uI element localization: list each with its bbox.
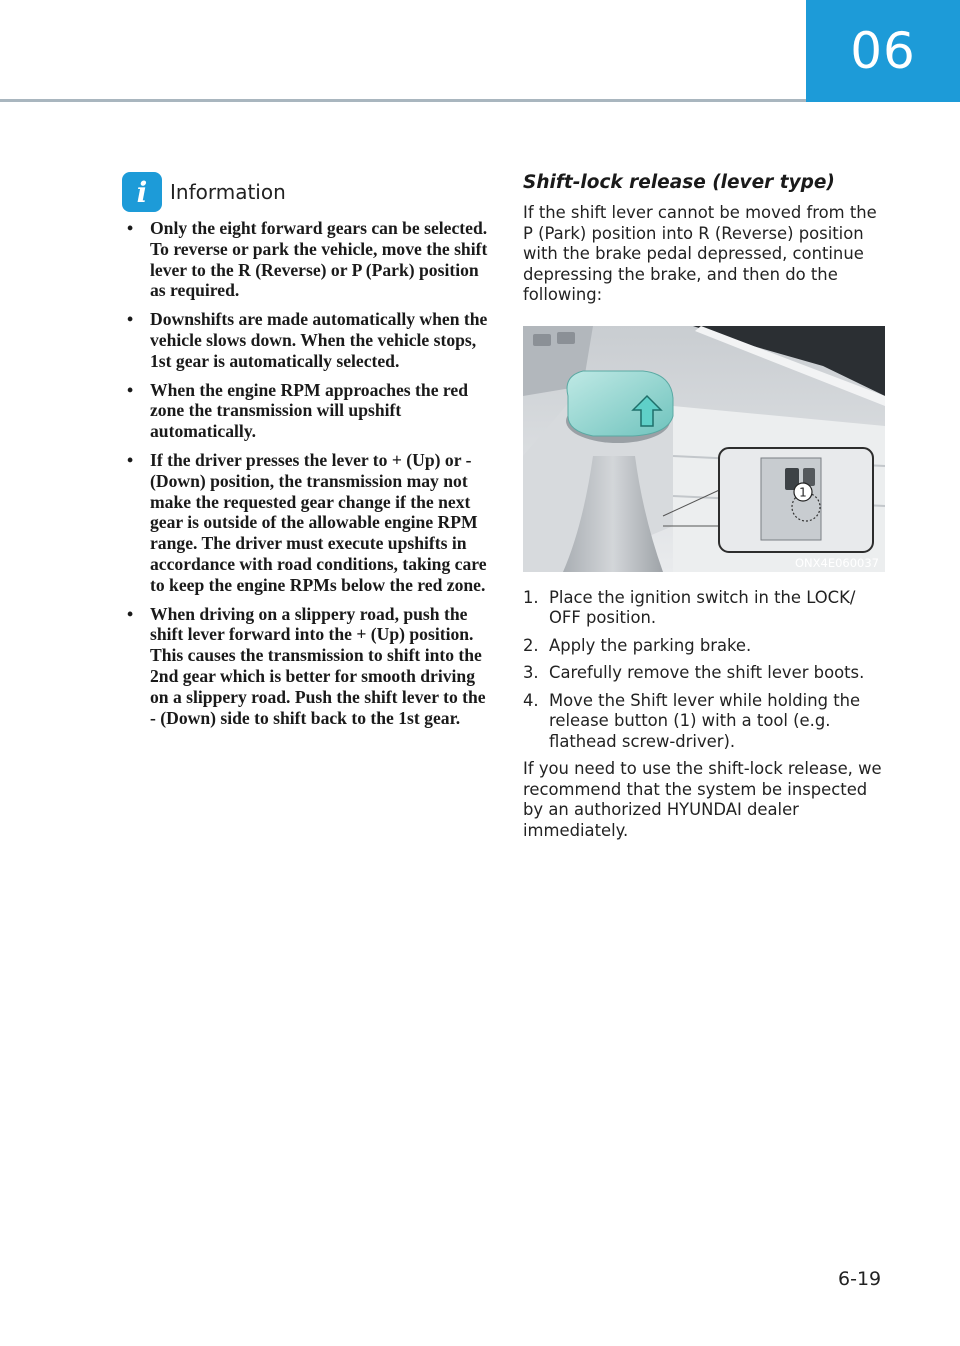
step-text: Place the ignition switch in the LOCK/ OFF position. [549, 587, 856, 627]
information-list [122, 218, 492, 728]
callout-label: 1 [799, 485, 807, 499]
figure-code: ONX4E060037 [794, 555, 879, 570]
steps-list [523, 588, 891, 753]
information-heading [122, 172, 492, 212]
step-text: Move the Shift lever while holding the release button (1) with a tool (e.g. flathead screw-driver). [549, 690, 861, 751]
info-bullet: • Only the eight forward gears can be selected. To reverse or park the vehicle, move the shift lever to the R (Reverse) or P (Park) position as required. [122, 218, 492, 301]
step-number: 4. [523, 690, 539, 710]
information-title: Information [170, 180, 286, 204]
info-bullet: • If the driver presses the lever to + (Up) or - (Down) position, the transmission may not make the requested gear change if the next gear is outside of the allowable engine RPM range. The driver must execute upshifts in accordance with road conditions, taking care to keep the engine RPMs below the red zone. [122, 450, 492, 596]
step-text: Carefully remove the shift lever boots. [549, 663, 865, 682]
chapter-tab: 06 [806, 0, 960, 102]
information-box [122, 172, 492, 736]
info-icon: i [122, 172, 162, 212]
info-bullet: • When driving on a slippery road, push the shift lever forward into the + (Up) position. This causes the transmission to shift into the 2nd gear which is better for smooth driving on a slippery road. Push the shift lever to the - (Down) side to shift back to the 1st gear. [122, 604, 492, 729]
info-bullet: • Downshifts are made automatically when the vehicle slows down. When the vehicle stops, 1st gear is automatically selected. [122, 309, 492, 371]
info-bullet: • When the engine RPM approaches the red zone the transmission will upshift automatically. [122, 380, 492, 442]
header-rule [0, 99, 806, 102]
section-outro: If you need to use the shift-lock release, we recommend that the system be inspected by an authorized HYUNDAI dealer immediately. [523, 759, 882, 840]
section-title: Shift-lock release (lever type) [523, 172, 835, 193]
step-item [523, 588, 891, 629]
step-number: 2. [523, 635, 539, 655]
shift-lock-section [523, 172, 891, 841]
step-text: Apply the parking brake. [549, 635, 752, 655]
shift-lever-drawing [523, 326, 885, 572]
step-item [523, 691, 891, 753]
step-item [523, 663, 891, 684]
step-number: 3. [523, 663, 539, 682]
step-item [523, 636, 891, 657]
step-number: 1. [523, 587, 539, 607]
shift-lever-illustration [523, 326, 885, 572]
page-number: 6-19 [838, 1268, 882, 1290]
section-intro: If the shift lever cannot be moved from the P (Park) position into R (Reverse) position with the brake pedal depressed, continue depressing the brake, and then do the following: [523, 203, 877, 304]
